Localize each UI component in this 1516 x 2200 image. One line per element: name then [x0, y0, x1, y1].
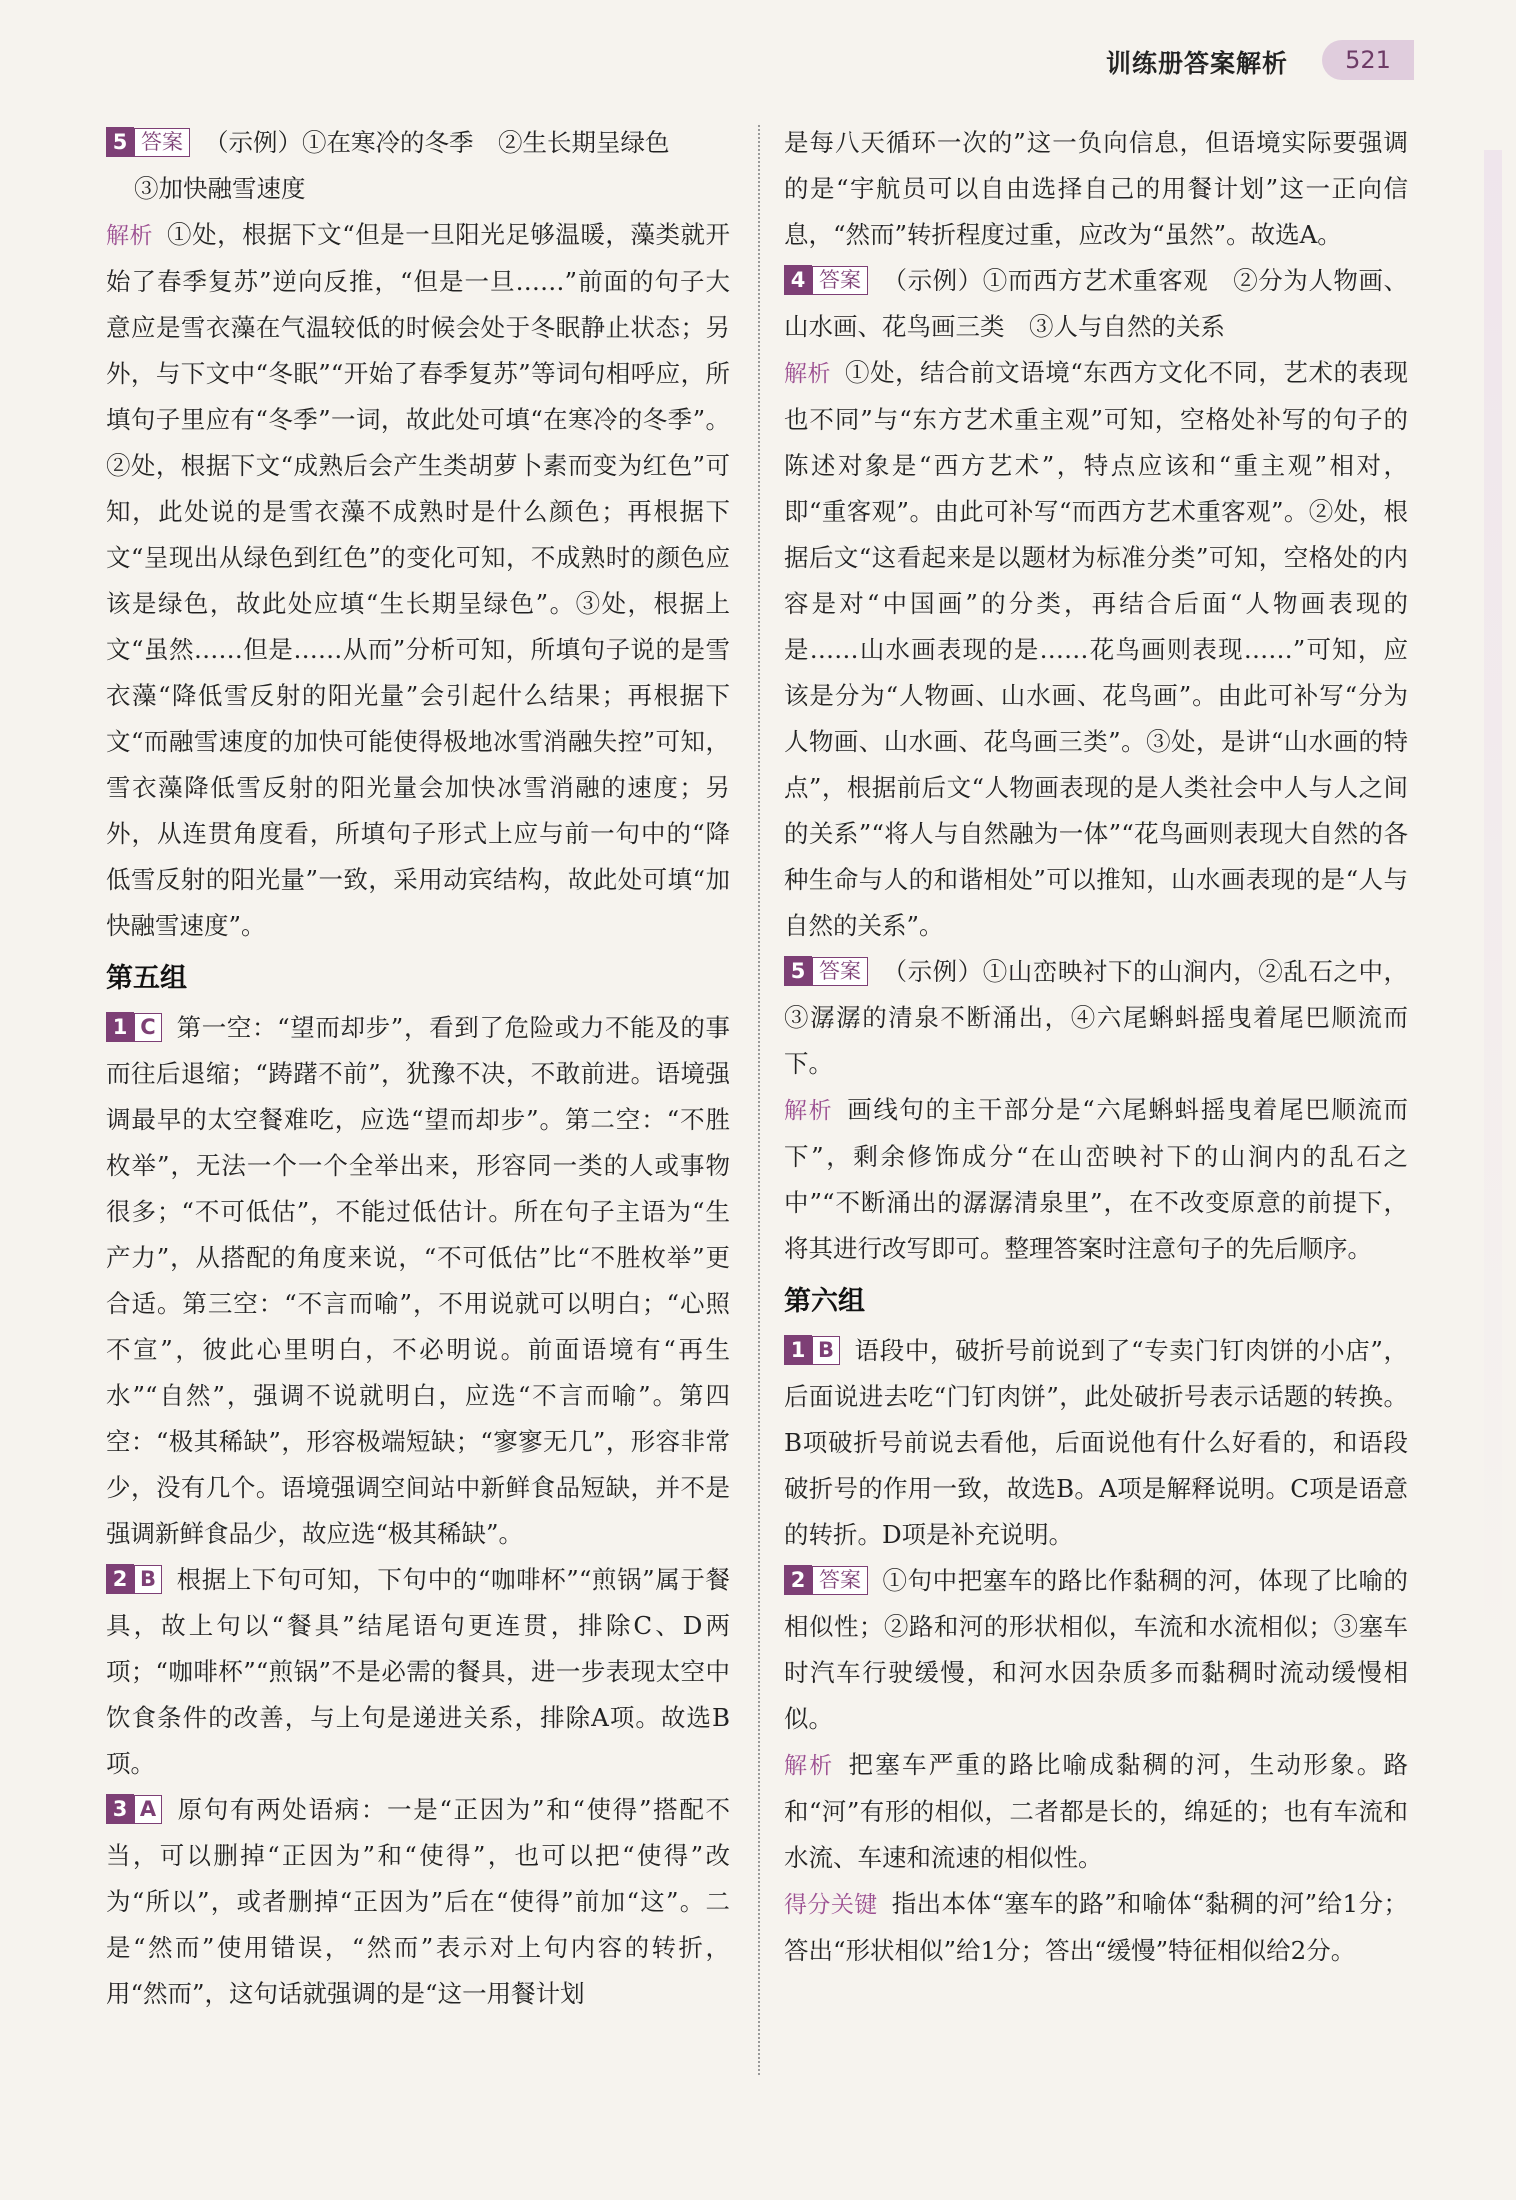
g5-q5-analysis: 解析 画线句的主干部分是“六尾蝌蚪摇曳着尾巴顺流而下”，剩余修饰成分“在山峦映衬下的山涧内的乱石之中”“不断涌出的潺潺清泉里”，在不改变原意的前提下，将其进行改写即可。整理答案时注意句子的先后顺序。	[784, 1095, 1408, 1263]
g6q2-tag: 2 答案	[784, 1565, 868, 1595]
page-number: 521	[1322, 40, 1414, 80]
g5-q4-analysis: 解析 ①处，结合前文语境“东西方文化不同，艺术的表现也不同”与“东方艺术重主观”可知，空格处补写的句子的陈述对象是“西方艺术”，特点应该和“重主观”相对，即“重客观”。由此可补写“而西方艺术重客观”。②处，根据后文“这看起来是以题材为标准分类”可知，空格处的内容是对“中国画”的分类，再结合后面“人物画表现的是……山水画表现的是……花鸟画则表现……”可知，应该是分为“人物画、山水画、花鸟画”。由此可补写“分为人物画、山水画、花鸟画三类”。③处，是讲“山水画的特点”，根据前后文“人物画表现的是人类社会中人与人之间的关系”“将人与自然融为一体”“花鸟画则表现大自然的各种生命与人的和谐相处”可以推知，山水画表现的是“人与自然的关系”。	[784, 358, 1408, 940]
g5q2-tag: 2 B	[106, 1564, 162, 1594]
g5-q2: 2 B 根据上下句可知，下句中的“咖啡杯”“煎锅”属于餐具，故上句以“餐具”结尾语句更连贯，排除C、D两项；“咖啡杯”“煎锅”不是必需的餐具，进一步表现太空中饮食条件的改善，与上句是递进关系，排除A项。故选B项。	[106, 1565, 730, 1778]
q5-tag: 5 答案	[106, 127, 190, 157]
analysis-label: 解析	[106, 223, 154, 249]
page-edge-strip	[1484, 150, 1502, 1650]
q5-answer-line2: ③加快融雪速度	[134, 174, 306, 203]
g6q1-tag: 1 B	[784, 1335, 840, 1365]
q5-analysis: 解析 ①处，根据下文“但是一旦阳光足够温暖，藻类就开始了春季复苏”逆向反推，“但是一旦……”前面的句子大意应是雪衣藻在气温较低的时候会处于冬眠静止状态；另外，与下文中“冬眠”“开始了春季复苏”等词句相呼应，所填句子里应有“冬季”一词，故此处可填“在寒冷的冬季”。②处，根据下文“成熟后会产生类胡萝卜素而变为红色”可知，此处说的是雪衣藻不成熟时是什么颜色；再根据下文“呈现出从绿色到红色”的变化可知，不成熟时的颜色应该是绿色，故此处应填“生长期呈绿色”。③处，根据上文“虽然……但是……从而”分析可知，所填句子说的是雪衣藻“降低雪反射的阳光量”会引起什么结果；再根据下文“而融雪速度的加快可能使得极地冰雪消融失控”可知，雪衣藻降低雪反射的阳光量会加快冰雪消融的速度；另外，从连贯角度看，所填句子形式上应与前一句中的“降低雪反射的阳光量”一致，采用动宾结构，故此处可填“加快融雪速度”。	[106, 220, 730, 940]
right-column	[784, 120, 1408, 1974]
g6-q1: 1 B 语段中，破折号前说到了“专卖门钉肉饼的小店”，后面说进去吃“门钉肉饼”，此处破折号表示话题的转换。B项破折号前说去看他，后面说他有什么好看的，和语段破折号的作用一致，故选B。A项是解释说明。C项是语意的转折。D项是补充说明。	[784, 1336, 1408, 1549]
g5-q5-answer: 5 答案 （示例）①山峦映衬下的山涧内，②乱石之中，③潺潺的清泉不断涌出，④六尾蝌蚪摇曳着尾巴顺流而下。	[784, 957, 1408, 1078]
g6-q2-answer: 2 答案 ①句中把塞车的路比作黏稠的河，体现了比喻的相似性；②路和河的形状相似，车流和水流相似；③塞车时汽车行驶缓慢，和河水因杂质多而黏稠时流动缓慢相似。	[784, 1566, 1408, 1733]
group6-title: 第六组	[784, 1286, 865, 1317]
g6-q2-scoring-key: 得分关键 指出本体“塞车的路”和喻体“黏稠的河”给1分；答出“形状相似”给1分；答出“缓慢”特征相似给2分。	[784, 1889, 1409, 1965]
g5-q1: 1 C 第一空：“望而却步”，看到了危险或力不能及的事而往后退缩；“踌躇不前”，犹豫不决，不敢前进。语境强调最早的太空餐难吃，应选“望而却步”。第二空：“不胜枚举”，无法一个一个全举出来，形容同一类的人或事物很多；“不可低估”，不能过低估计。所在句子主语为“生产力”，从搭配的角度来说，“不可低估”比“不胜枚举”更合适。第三空：“不言而喻”，不用说就可以明白；“心照不宣”，彼此心里明白，不必明说。前面语境有“再生水”“自然”，强调不说就明白，应选“不言而喻”。第四空：“极其稀缺”，形容极端短缺；“寥寥无几”，形容非常少，没有几个。语境强调空间站中新鲜食品短缺，并不是强调新鲜食品少，故应选“极其稀缺”。	[106, 1013, 730, 1548]
g6-q2-analysis: 解析 把塞车严重的路比喻成黏稠的河，生动形象。路和“河”有形的相似，二者都是长的，绵延的；也有车流和水流、车速和流速的相似性。	[784, 1750, 1408, 1872]
left-column	[106, 120, 730, 2017]
q5-answer: 5 答案 （示例）①在寒冷的冬季 ②生长期呈绿色	[106, 120, 730, 166]
group5-title: 第五组	[106, 963, 187, 994]
g5q1-tag: 1 C	[106, 1012, 162, 1042]
header-title: 训练册答案解析	[1106, 49, 1289, 78]
g5q4-tag: 4 答案	[784, 265, 868, 295]
g5-q3: 3 A 原句有两处语病：一是“正因为”和“使得”搭配不当，可以删掉“正因为”和“使得”，也可以把“使得”改为“所以”，或者删掉“正因为”后在“使得”前加“这”。二是“然而”使用错误，“然而”表示对上句内容的转折，用“然而”，这句话就强调的是“这一用餐计划	[106, 1795, 730, 2008]
g5-q4-answer: 4 答案 （示例）①而西方艺术重客观 ②分为人物画、山水画、花鸟画三类 ③人与自然的关系	[784, 266, 1408, 341]
column-divider	[758, 125, 760, 2075]
g5q3-continued: 是每八天循环一次的”这一负向信息，但语境实际要强调的是“宇航员可以自由选择自己的用餐计划”这一正向信息，“然而”转折程度过重，应改为“虽然”。故选A。	[784, 128, 1408, 249]
g5q5-tag: 5 答案	[784, 956, 868, 986]
g5q3-tag: 3 A	[106, 1794, 162, 1824]
